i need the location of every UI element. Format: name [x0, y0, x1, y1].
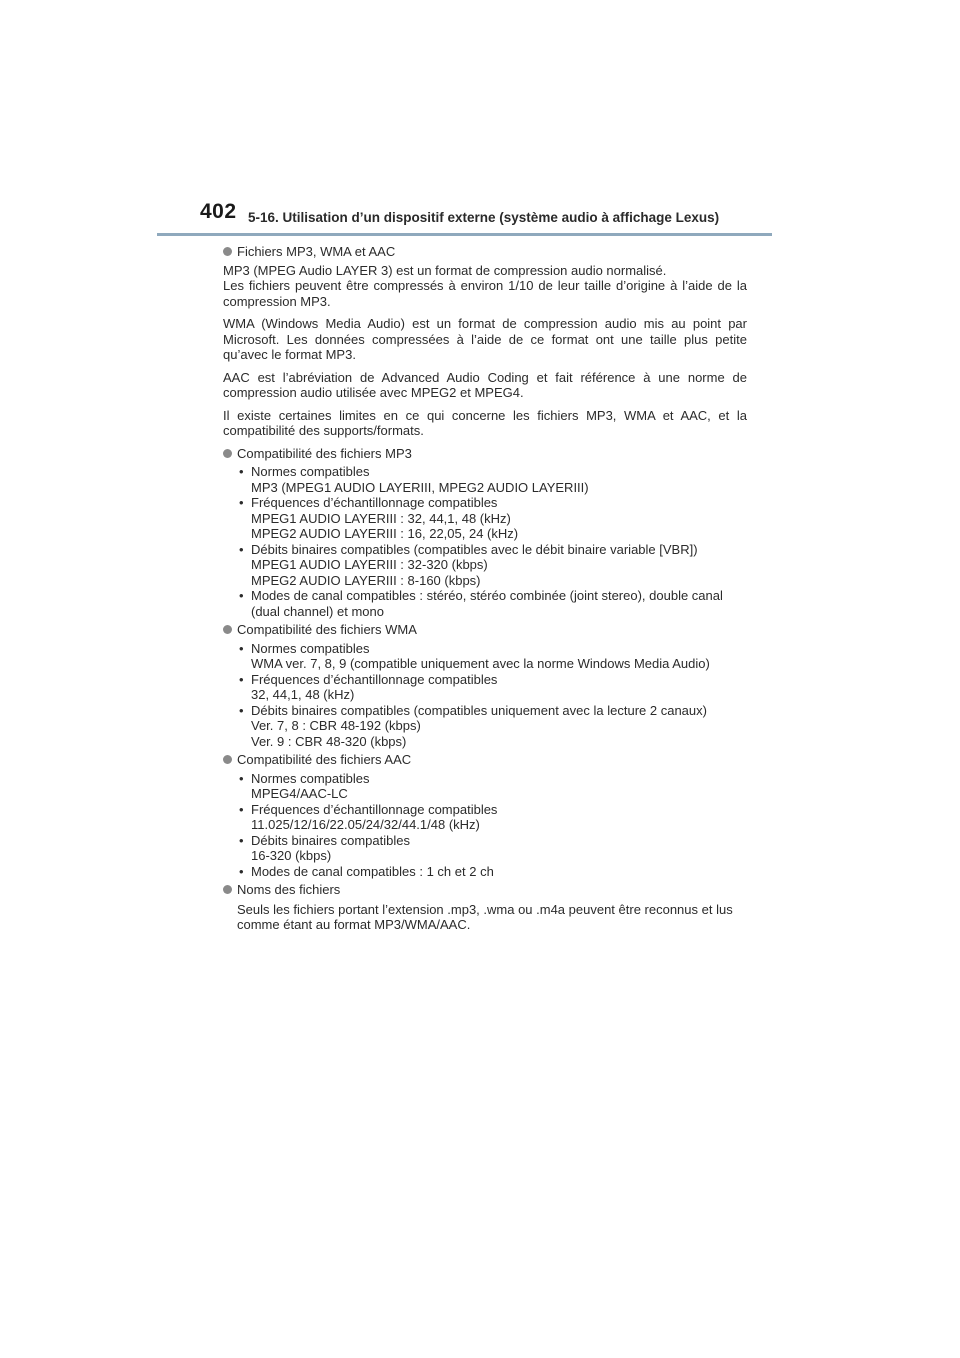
- heading-text: Noms des fichiers: [237, 882, 341, 897]
- list-item: [237, 802, 747, 833]
- item-value: MPEG1 AUDIO LAYERIII : 32, 44,1, 48 (kHz): [251, 510, 511, 526]
- item-value: MPEG4/AAC-LC: [251, 786, 348, 801]
- list-item: [237, 542, 747, 589]
- item-label: Débits binaires compatibles (compatibles avec le débit binaire variable [VBR]): [251, 541, 698, 557]
- chapter-title: 5-16. Utilisation d’un dispositif externe (système audio à affichage Lexus): [248, 210, 720, 225]
- list-item: [237, 833, 747, 864]
- heading-text: Fichiers MP3, WMA et AAC: [237, 244, 396, 259]
- list-marker: •: [239, 464, 244, 479]
- heading-text: Compatibilité des fichiers MP3: [237, 445, 412, 461]
- header-rule: [157, 233, 772, 236]
- mp3-spec-list: [237, 464, 747, 619]
- item-label: Fréquences d’échantillonnage compatibles: [251, 671, 498, 687]
- item-label: Normes compatibles: [251, 770, 370, 786]
- list-marker: •: [239, 832, 244, 848]
- item-value: 16-320 (kbps): [251, 848, 332, 863]
- bullet-icon: [223, 885, 232, 894]
- list-marker: •: [239, 640, 244, 656]
- item-value: WMA ver. 7, 8, 9 (compatible uniquement avec la norme Windows Media Audio): [251, 656, 710, 671]
- list-marker: •: [239, 588, 244, 603]
- bullet-icon: [223, 247, 232, 256]
- wma-spec-list: [237, 641, 747, 750]
- page-content: [223, 244, 747, 933]
- list-item: [237, 703, 747, 750]
- heading-text: Compatibilité des fichiers AAC: [237, 752, 412, 767]
- list-marker: •: [239, 541, 244, 557]
- list-marker: •: [239, 863, 244, 879]
- list-marker: •: [239, 770, 244, 786]
- paragraph-aac: AAC est l’abréviation de Advanced Audio Coding et fait référence à une norme de compression audio utilisée avec MPEG2 et MPEG4.: [223, 369, 747, 400]
- item-value: Ver. 7, 8 : CBR 48-192 (kbps): [251, 718, 421, 733]
- heading-text: Compatibilité des fichiers WMA: [237, 622, 417, 637]
- item-value: MPEG2 AUDIO LAYERIII : 16, 22,05, 24 (kHz): [251, 526, 519, 541]
- list-item: [237, 672, 747, 703]
- item-label: Fréquences d’échantillonnage compatibles: [251, 495, 498, 510]
- paragraph-wma: WMA (Windows Media Audio) est un format de compression audio mis au point par Microsoft. Les données compressées à l’aide de ce format ont une taille plus petite qu’avec le format MP3.: [223, 316, 747, 362]
- section-heading-filenames: [223, 882, 747, 898]
- item-label: Fréquences d’échantillonnage compatibles: [251, 801, 498, 817]
- bullet-icon: [223, 449, 232, 458]
- item-label: Modes de canal compatibles : 1 ch et 2 ch: [251, 863, 494, 879]
- paragraph-mp3-intro: MP3 (MPEG Audio LAYER 3) est un format de compression audio normalisé.: [223, 262, 667, 278]
- section-heading-wma: [223, 622, 747, 638]
- paragraph-mp3-compression: Les fichiers peuvent être compressés à environ 1/10 de leur taille d’origine à l’aide de la compression MP3.: [223, 278, 747, 309]
- page-header: [0, 200, 960, 240]
- list-item: [237, 641, 747, 672]
- list-item: [237, 464, 747, 495]
- list-marker: •: [239, 495, 244, 510]
- item-label: Modes de canal compatibles : stéréo, stéréo combinée (joint stereo), double canal (dual channel) et mono: [251, 588, 723, 619]
- section-heading-formats: [223, 244, 747, 260]
- item-label: Normes compatibles: [251, 464, 370, 479]
- item-value: MPEG1 AUDIO LAYERIII : 32-320 (kbps): [251, 557, 488, 572]
- paragraph-filenames: Seuls les fichiers portant l’extension .mp3, .wma ou .m4a peuvent être reconnus et lus comme étant au format MP3/WMA/AAC.: [237, 901, 733, 932]
- list-item: [237, 588, 747, 619]
- list-item: [237, 495, 747, 542]
- list-item: [237, 864, 747, 880]
- item-value: 11.025/12/16/22.05/24/32/44.1/48 (kHz): [251, 817, 480, 832]
- item-value: MPEG2 AUDIO LAYERIII : 8-160 (kbps): [251, 572, 481, 588]
- item-label: Débits binaires compatibles (compatibles uniquement avec la lecture 2 canaux): [251, 702, 707, 718]
- section-heading-mp3: [223, 446, 747, 462]
- item-label: Débits binaires compatibles: [251, 832, 410, 848]
- page-number: 402: [200, 200, 237, 223]
- paragraph-limits: Il existe certaines limites en ce qui concerne les fichiers MP3, WMA et AAC, et la compatibilité des supports/formats.: [223, 407, 747, 438]
- bullet-icon: [223, 755, 232, 764]
- list-marker: •: [239, 702, 244, 718]
- section-heading-aac: [223, 752, 747, 768]
- bullet-icon: [223, 625, 232, 634]
- item-label: Normes compatibles: [251, 640, 370, 656]
- item-value: 32, 44,1, 48 (kHz): [251, 687, 355, 702]
- list-marker: •: [239, 801, 244, 817]
- list-marker: •: [239, 671, 244, 687]
- item-value: MP3 (MPEG1 AUDIO LAYERIII, MPEG2 AUDIO LAYERIII): [251, 479, 589, 495]
- aac-spec-list: [237, 771, 747, 880]
- item-value: Ver. 9 : CBR 48-320 (kbps): [251, 733, 407, 749]
- list-item: [237, 771, 747, 802]
